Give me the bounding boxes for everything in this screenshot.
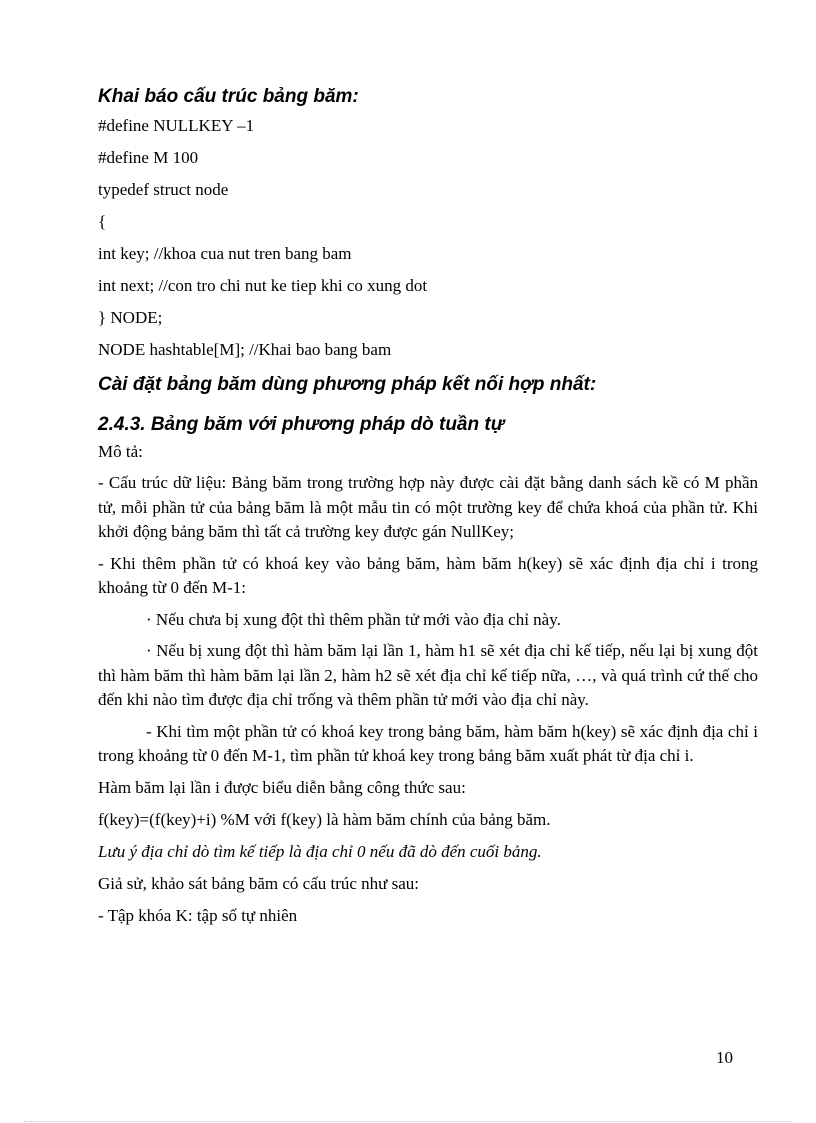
page-content	[98, 84, 758, 928]
heading-install: Cài đặt bảng băm dùng phương pháp kết nối hợp nhất:	[98, 374, 597, 395]
code-line: int next; //con tro chi nut ke tiep khi co xung dot	[98, 276, 428, 295]
section-heading: 2.4.3. Bảng băm với phương pháp dò tuần tự	[98, 414, 505, 435]
paragraph-rehash-intro: Hàm băm lại lần i được biểu diễn bằng công thức sau:	[98, 777, 466, 797]
paragraph-key-set: - Tập khóa K: tập số tự nhiên	[98, 905, 298, 925]
footer-divider	[24, 1121, 792, 1122]
code-line: NODE hashtable[M]; //Khai bao bang bam	[98, 340, 392, 359]
bullet-collision: · Nếu bị xung đột thì hàm băm lại lần 1, hàm h1 sẽ xét địa chỉ kế tiếp, nếu lại bị xung đột thì hàm băm thì hàm băm lại lần 2, hàm h2 sẽ xét địa chỉ kế tiếp nữa, …, và quá trình cứ thế cho đến khi nào tìm được địa chỉ trống và thêm phần tử mới vào địa chỉ này.	[98, 641, 758, 709]
heading-declare: Khai báo cấu trúc bảng băm:	[98, 86, 359, 107]
paragraph-assume: Giả sử, khảo sát bảng băm có cấu trúc như sau:	[98, 873, 420, 893]
note-line: Lưu ý địa chỉ dò tìm kế tiếp là địa chỉ 0 nếu đã dò đến cuối bảng.	[98, 841, 542, 861]
code-line: int key; //khoa cua nut tren bang bam	[98, 244, 352, 263]
paragraph-search: - Khi tìm một phần tử có khoá key trong bảng băm, hàm băm h(key) sẽ xác định địa chỉ i trong khoảng từ 0 đến M-1, tìm phần tử khoá key trong bảng băm xuất phát từ địa chỉ i.	[98, 721, 758, 765]
code-line: typedef struct node	[98, 180, 229, 199]
code-line: #define M 100	[98, 148, 199, 167]
page-number: 10	[716, 1048, 733, 1067]
code-line: {	[98, 212, 107, 231]
bullet-no-collision: · Nếu chưa bị xung đột thì thêm phần tử mới vào địa chỉ này.	[146, 609, 561, 629]
code-line: #define NULLKEY –1	[98, 116, 255, 135]
code-line: } NODE;	[98, 308, 163, 327]
paragraph-insert: - Khi thêm phần tử có khoá key vào bảng băm, hàm băm h(key) sẽ xác định địa chỉ i trong khoảng từ 0 đến M-1:	[98, 553, 758, 597]
formula-line: f(key)=(f(key)+i) %M với f(key) là hàm băm chính của bảng băm.	[98, 809, 551, 829]
paragraph-data-structure: - Cấu trúc dữ liệu: Bảng băm trong trường hợp này được cài đặt bằng danh sách kề có M phần tử, mỗi phần tử của bảng băm là một mẫu tin có một trường key để chứa khoá của phần tử. Khi khởi động bảng băm thì tất cả trường key được gán NullKey;	[98, 473, 758, 541]
code-block	[98, 114, 758, 362]
description-label: Mô tả:	[98, 442, 143, 461]
